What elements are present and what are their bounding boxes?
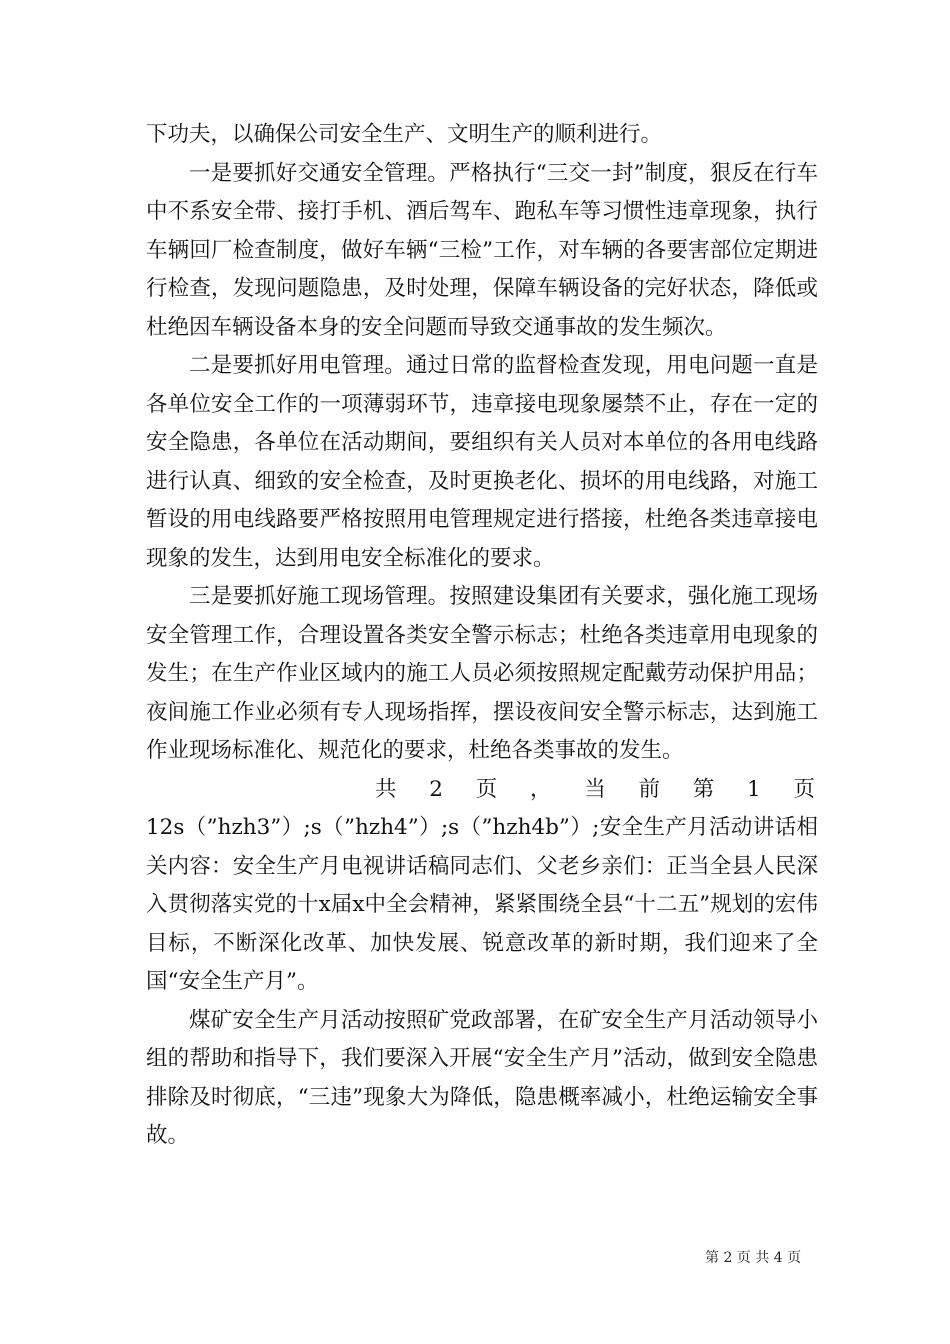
counter-char: 2 bbox=[429, 776, 443, 802]
body-text bbox=[146, 116, 818, 1156]
counter-char: 前 bbox=[638, 776, 661, 802]
counter-char: ， bbox=[529, 776, 552, 802]
paragraph-construction-site: 三是要抓好施工现场管理。按照建设集团有关要求，强化施工现场安全管理工作，合理设置各类安全警示标志；杜绝各类违章用电现象的发生；在生产作业区域内的施工人员必须按照规定配戴劳动保护用品；夜间施工作业必须有专人现场指挥，摆设夜间安全警示标志，达到施工作业现场标准化、规范化的要求，杜绝各类事故的发生。 bbox=[146, 584, 818, 763]
counter-char: 页 bbox=[475, 776, 498, 802]
counter-char: 当 bbox=[584, 776, 606, 802]
counter-char: 第 bbox=[692, 776, 715, 802]
paragraph-electricity: 二是要抓好用电管理。通过日常的监督检查发现，用电问题一直是各单位安全工作的一项薄弱环节，违章接电现象屡禁不止，存在一定的安全隐患，各单位在活动期间，要组织有关人员对本单位的各用电线路进行认真、细致的安全检查，及时更换老化、损坏的用电线路，对施工暂设的用电线路要严格按照用电管理规定进行搭接，杜绝各类违章接电现象的发生，达到用电安全标准化的要求。 bbox=[146, 353, 818, 571]
paragraph-coal-mine: 煤矿安全生产月活动按照矿党政部署，在矿安全生产月活动领导小组的帮助和指导下，我们要深入开展“安全生产月”活动，做到安全隐患排除及时彻底，“三违”现象大为降低，隐患概率减小，杜绝运输安全事故。 bbox=[146, 1007, 818, 1148]
counter-char: 1 bbox=[747, 776, 761, 802]
page-counter-line bbox=[146, 771, 818, 810]
paragraph-traffic-safety: 一是要抓好交通安全管理。严格执行“三交一封”制度，狠反在行车中不系安全带、接打手机、酒后驾车、跑私车等习惯性违章现象，执行车辆回厂检查制度，做好车辆“三检”工作，对车辆的各要害部位定期进行检查，发现问题隐患，及时处理，保障车辆设备的完好状态，降低或杜绝因车辆设备本身的安全问题而导致交通事故的发生频次。 bbox=[146, 160, 818, 340]
page-footer: 第 2 页 共 4 页 bbox=[705, 1250, 802, 1266]
paragraph-related-content: 12s（”hzh3”）;s（”hzh4”）;s（”hzh4b”）;安全生产月活动讲话相关内容：安全生产月电视讲话稿同志们、父老乡亲们：正当全县人民深入贯彻落实党的十x届x中全会精神，紧紧围绕全县“十二五”规划的宏伟目标，不断深化改革、加快发展、锐意改革的新时期，我们迎来了全国“安全生产月”。 bbox=[146, 815, 818, 994]
counter-char: 页 bbox=[793, 776, 815, 802]
counter-char: 共 bbox=[375, 776, 397, 802]
paragraph-continuation: 下功夫，以确保公司安全生产、文明生产的顺利进行。 bbox=[146, 122, 663, 147]
